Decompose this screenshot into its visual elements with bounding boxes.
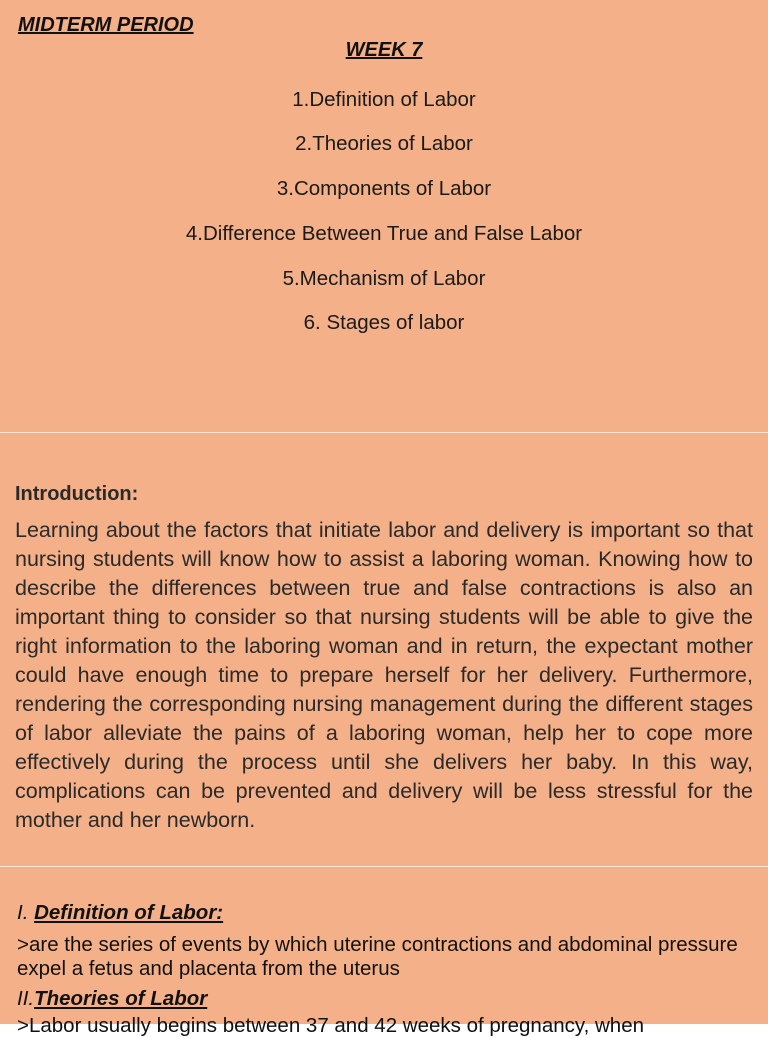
- theories-text: >Labor usually begins between 37 and 42 weeks of pregnancy, when: [17, 1014, 645, 1037]
- introduction-heading: Introduction:: [15, 483, 139, 505]
- topic-item: 4.Difference Between True and False Labor: [185, 222, 583, 245]
- section-number: I.: [17, 901, 35, 924]
- topic-item: 1.Definition of Labor: [292, 88, 476, 111]
- introduction-paragraph: Learning about the factors that initiate labor and delivery is important so that nursing students will know how to assist a laboring woman. Knowing how to describe the differences between true and false contractions is also an important thing to consider so that nursing students will be able to give the right information to the laboring woman and in return, the expectant mother could have enough time to prepare herself for her delivery. Furthermore, rendering the corresponding nursing management during the different stages of labor alleviate the pains of a laboring woman, help her to cope more effectively during the process until she delivers her baby. In this way, complications can be prevented and delivery will be less stressful for the mother and her newborn.: [15, 518, 753, 832]
- section-heading-definition: [17, 901, 223, 925]
- topic-item: 3.Components of Labor: [276, 177, 492, 200]
- section-title: Theories of Labor: [34, 987, 208, 1010]
- definition-text: >are the series of events by which uterine contractions and abdominal pressure expel a fetus and placenta from the uterus: [17, 933, 738, 980]
- topic-item: 2.Theories of Labor: [295, 132, 473, 155]
- period-title: MIDTERM PERIOD: [18, 14, 194, 36]
- page-week-overview: [0, 0, 768, 432]
- section-title: Definition of Labor:: [34, 901, 224, 924]
- topic-item: 6. Stages of labor: [303, 311, 465, 334]
- section-number: II.: [17, 987, 35, 1010]
- topic-item: 5.Mechanism of Labor: [282, 267, 486, 290]
- week-title: WEEK 7: [345, 39, 423, 61]
- section-heading-theories: [17, 987, 207, 1011]
- page-introduction: [0, 433, 768, 866]
- page-definition: [0, 867, 768, 1037]
